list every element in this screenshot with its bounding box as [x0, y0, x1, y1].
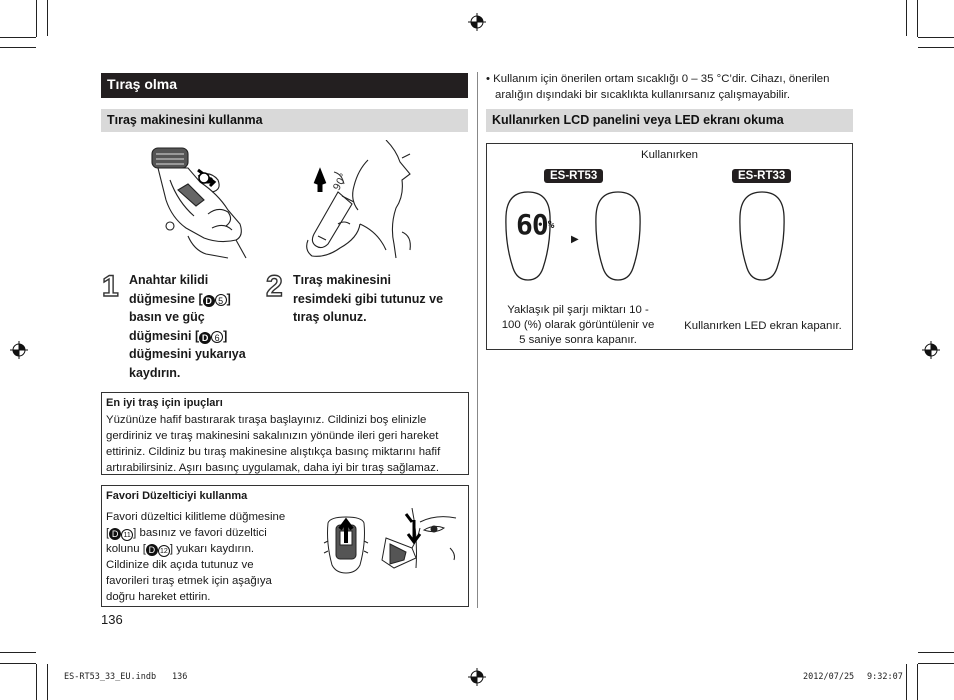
step-1-line-post: ] — [226, 291, 231, 306]
column-divider — [477, 72, 478, 608]
trimmer-line — [106, 541, 311, 557]
footer-page: 136 — [172, 672, 188, 682]
trimmer-face-illustration — [376, 508, 466, 576]
crop-mark — [917, 0, 918, 37]
page-number: 136 — [101, 612, 123, 627]
subsection-title: Tıraş makinesini kullanma — [101, 109, 468, 132]
crop-mark — [47, 664, 48, 700]
trimmer-line — [106, 525, 311, 541]
trimmer-line: favorileri tıraş etmek için aşağıya — [106, 575, 272, 587]
arrow-right-icon: ▶ — [571, 234, 579, 245]
caption-es-rt33: Kullanırken LED ekran kapanır. — [684, 320, 842, 332]
step-1-line: kaydırın. — [129, 365, 181, 380]
caption-es-rt53 — [489, 303, 667, 348]
trimmer-line-post: ] yukarı kaydırın. — [169, 543, 255, 555]
tips-line: Yüzünüze hafif bastırarak tıraşa başlayınız. Cildinizi boş elinizle — [106, 414, 427, 426]
step-number-2: 2 — [266, 270, 283, 303]
crop-mark — [917, 664, 918, 700]
crop-mark — [47, 0, 48, 36]
model-badge-es-rt53: ES-RT53 — [544, 169, 603, 183]
caption-line: Yaklaşık pil şarjı miktarı 10 - — [507, 304, 649, 316]
step-1-line-pre: düğmesine [ — [129, 291, 203, 306]
lcd-subsection-title: Kullanırken LCD panelini veya LED ekranı okuma — [486, 109, 853, 132]
shaving-face-illustration — [298, 140, 423, 260]
circled-number-icon: 11 — [121, 529, 133, 541]
note-line: • Kullanım için önerilen ortam sıcaklığı 0 – 35 °C’dir. Cihazı, önerilen — [486, 73, 830, 85]
model-badge-es-rt33: ES-RT33 — [732, 169, 791, 183]
tips-line: gerdiriniz ve tıraş makinesini sakalınızın yönünde ileri geri hareket — [106, 430, 439, 442]
lcd-value — [516, 210, 553, 240]
circled-number-icon: 12 — [158, 545, 170, 557]
tips-line: ettiriniz. Cildiniz bu tıraş makinesine alıştıkça basınç miktarını hafif — [106, 446, 441, 458]
trimmer-line-pre: kolunu [ — [106, 543, 146, 555]
step-1-line — [129, 327, 269, 346]
trimmer-line: Favori düzeltici kilitleme düğmesine — [106, 511, 286, 523]
crop-mark — [36, 0, 37, 37]
tips-body — [106, 412, 464, 476]
step-2-line: Tıraş makinesini — [293, 273, 391, 287]
step-1-line — [129, 290, 269, 309]
temperature-note — [486, 71, 856, 103]
crop-mark — [0, 652, 36, 653]
tips-line: artırabilirsiniz. Aşırı basınç uygulamak, daha iyi bir tıraş sağlamaz. — [106, 462, 439, 474]
panel-heading: Kullanırken — [641, 149, 698, 161]
footer-date: 2012/07/25 — [803, 672, 855, 682]
step-number-1: 1 — [102, 270, 119, 303]
d-badge-icon: D — [199, 332, 211, 344]
crop-mark — [918, 663, 954, 664]
registration-mark-icon — [922, 341, 940, 359]
d-badge-icon: D — [146, 544, 158, 556]
tips-box — [101, 392, 469, 475]
crop-mark — [36, 664, 37, 700]
trimmer-title: Favori Düzelticiyi kullanma — [106, 490, 248, 502]
step-1-line-pre: düğmesini [ — [129, 328, 200, 343]
trimmer-line-pre: [ — [106, 527, 110, 539]
display-panel — [486, 143, 853, 350]
registration-mark-icon — [10, 341, 28, 359]
step-1-text — [129, 271, 269, 382]
step-1-line-post: ] — [223, 328, 228, 343]
tips-title: En iyi traş için ipuçları — [106, 397, 223, 409]
registration-mark-icon — [468, 668, 486, 686]
registration-mark-icon — [468, 13, 486, 31]
crop-mark — [906, 664, 907, 700]
section-title: Tıraş olma — [101, 73, 468, 98]
crop-mark — [918, 47, 954, 48]
crop-mark — [918, 37, 954, 38]
shaver-lock-illustration — [148, 140, 248, 260]
step-1-line: düğmesini yukarıya — [129, 347, 246, 361]
crop-mark — [0, 47, 36, 48]
crop-mark — [0, 37, 36, 38]
trimmer-back-illustration — [322, 513, 370, 575]
step-1-line: basın ve güç — [129, 310, 205, 324]
step-2-line: resimdeki gibi tutunuz ve — [293, 291, 444, 306]
step-1-line: Anahtar kilidi — [129, 273, 209, 287]
trimmer-line-post: ] basınız ve favori düzeltici — [133, 527, 267, 539]
caption-line: 100 (%) olarak görüntülenir ve — [501, 319, 655, 331]
trimmer-body — [106, 509, 311, 605]
circled-number-icon: 6 — [211, 331, 223, 343]
d-badge-icon: D — [203, 295, 215, 307]
d-badge-icon: D — [109, 528, 121, 540]
angle-label: 90° — [331, 171, 350, 193]
crop-mark — [0, 663, 36, 664]
lcd-off-icon — [593, 190, 643, 282]
crop-mark — [918, 652, 954, 653]
footer-time: 9:32:07 — [867, 672, 903, 682]
trimmer-line: Cildinize dik açıda tutunuz ve — [106, 559, 254, 571]
crop-mark — [906, 0, 907, 36]
note-line: aralığın dışındaki bir sıcaklıkta kullanırsanız çalışmayabilir. — [495, 89, 791, 101]
circled-number-icon: 5 — [215, 294, 227, 306]
trimmer-line: doğru hareket ettirin. — [106, 591, 211, 603]
lcd-unit: % — [547, 218, 554, 231]
lcd-number: 60 — [516, 208, 548, 241]
step-2-text — [293, 271, 468, 327]
step-2-line: tıraş olunuz. — [293, 310, 367, 324]
footer-file: ES-RT53_33_EU.indb — [64, 672, 157, 682]
caption-line: 5 saniye sonra kapanır. — [519, 334, 637, 346]
led-off-icon — [737, 190, 787, 282]
